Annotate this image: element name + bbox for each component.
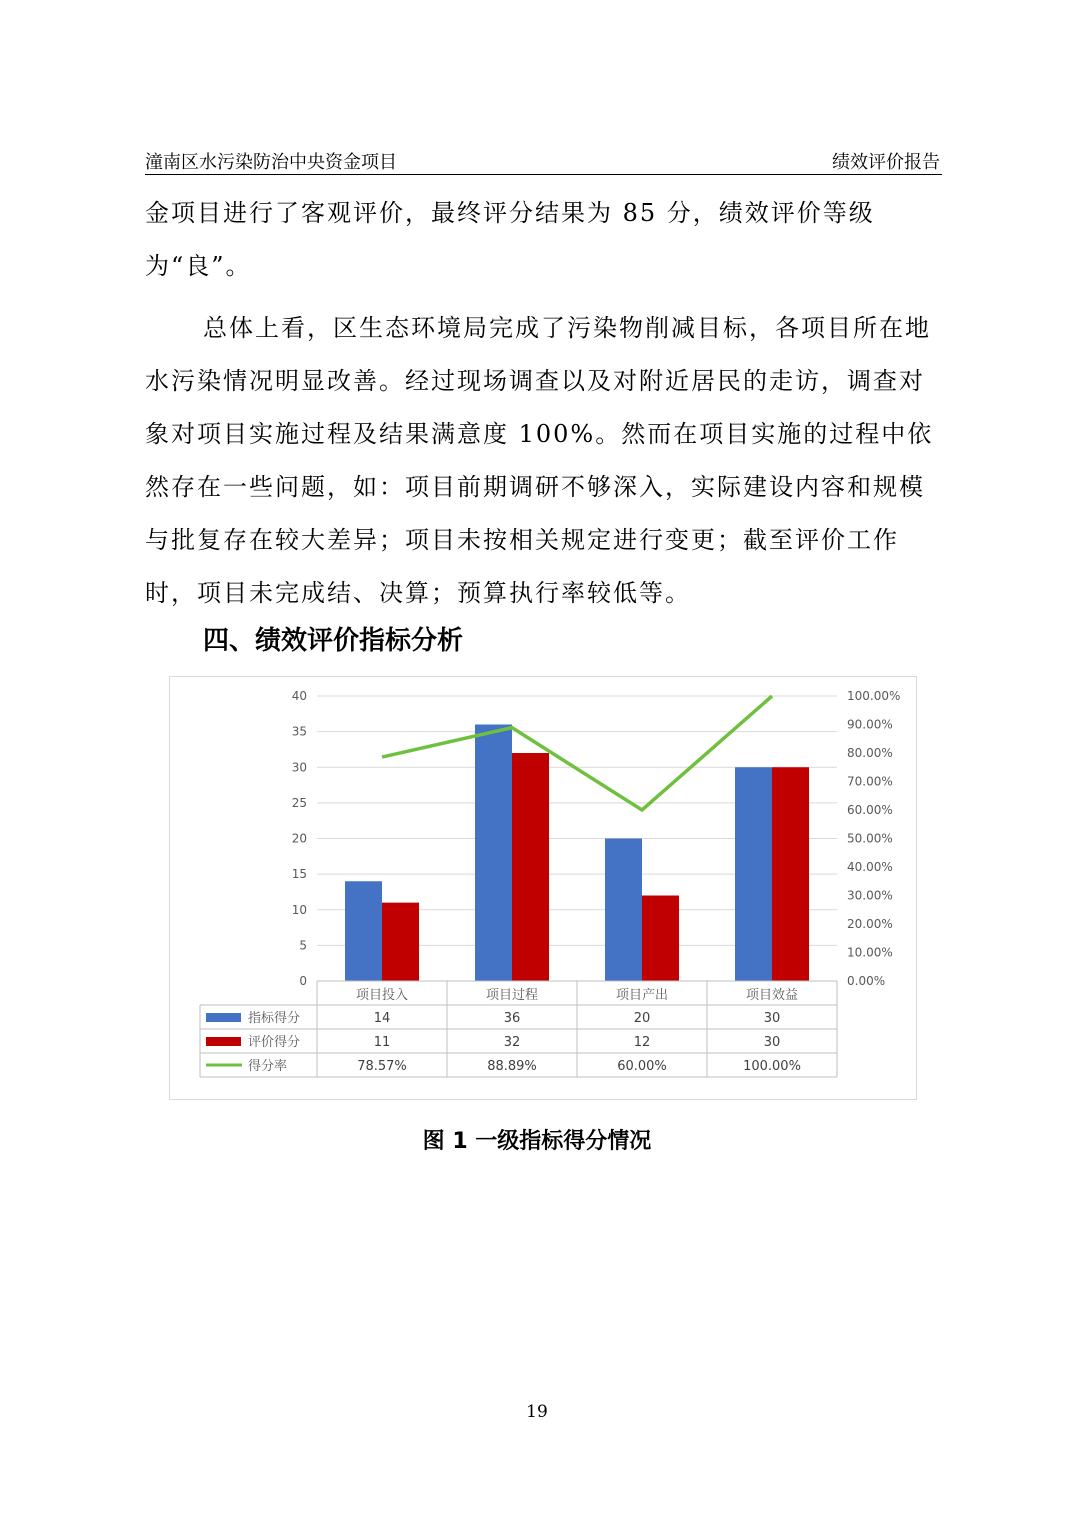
y-tick-label: 5 — [299, 938, 307, 953]
data-label: 30 — [763, 1011, 781, 1026]
x-category-label: 项目过程 — [485, 988, 539, 1003]
bar — [735, 767, 772, 981]
y-tick-label: 10 — [291, 902, 307, 917]
page-number: 19 — [526, 1402, 548, 1422]
data-label: 20 — [633, 1011, 651, 1026]
figure-caption: 图 1 一级指标得分情况 — [422, 1129, 652, 1154]
bar — [382, 903, 419, 981]
x-category-label: 项目投入 — [355, 988, 409, 1003]
header-report-title: 绩效评价报告 — [832, 152, 940, 173]
legend-swatch — [206, 1013, 241, 1022]
y2-tick-label: 20.00% — [847, 917, 893, 931]
x-category-label: 项目效益 — [745, 988, 799, 1003]
data-label: 78.57% — [357, 1059, 407, 1074]
bar — [475, 725, 512, 982]
legend-swatch — [206, 1037, 241, 1046]
data-label: 32 — [503, 1035, 521, 1050]
chart-canvas — [170, 677, 916, 1099]
y-tick-label: 40 — [291, 689, 307, 703]
bar — [345, 881, 382, 981]
y2-tick-label: 30.00% — [847, 888, 893, 903]
legend-label: 得分率 — [248, 1059, 288, 1074]
data-label: 60.00% — [617, 1059, 667, 1074]
header-project-title: 潼南区水污染防治中央资金项目 — [145, 152, 397, 173]
score-rate-line — [382, 696, 772, 810]
bar — [605, 839, 642, 982]
y2-tick-label: 70.00% — [847, 774, 893, 789]
y2-tick-label: 90.00% — [847, 717, 893, 732]
y2-tick-label: 10.00% — [847, 945, 893, 960]
score-chart — [169, 676, 917, 1100]
bar — [642, 896, 679, 982]
y2-tick-label: 0.00% — [847, 974, 886, 988]
y-tick-label: 30 — [291, 760, 307, 775]
section-heading: 四、绩效评价指标分析 — [203, 626, 464, 656]
data-label: 11 — [373, 1035, 391, 1050]
y-tick-label: 15 — [291, 867, 307, 882]
y2-tick-label: 100.00% — [847, 689, 901, 703]
data-label: 12 — [633, 1035, 651, 1050]
data-label: 100.00% — [743, 1059, 801, 1074]
y2-tick-label: 80.00% — [847, 746, 893, 760]
data-label: 88.89% — [487, 1059, 537, 1074]
paragraph-conclusion: 金项目进行了客观评价，最终评分结果为 85 分，绩效评价等级为“良”。 — [145, 199, 875, 280]
y2-tick-label: 60.00% — [847, 803, 893, 817]
y-tick-label: 25 — [291, 795, 307, 810]
y-tick-label: 20 — [291, 831, 307, 846]
data-label: 30 — [763, 1035, 781, 1050]
bar — [512, 753, 549, 981]
legend-label: 指标得分 — [248, 1011, 301, 1026]
legend-label: 评价得分 — [248, 1035, 301, 1050]
paragraph-overview: 总体上看，区生态环境局完成了污染物削减目标，各项目所在地水污染情况明显改善。经过现场调查以及对附近居民的走访，调查对象对项目实施过程及结果满意度 100%。然而在项目实施的过程中依然存在一些问题，如：项目前期调研不够深入，实际建设内容和规模与批复存在较大差异；项目未按相关规定进行变更；截至评价工作时，项目未完成结、决算；预算执行率较低等。 — [145, 314, 934, 607]
y-tick-label: 35 — [291, 724, 307, 739]
page-header — [145, 146, 942, 175]
x-category-label: 项目产出 — [615, 988, 669, 1003]
bar — [772, 767, 809, 981]
y2-tick-label: 50.00% — [847, 831, 893, 846]
y-tick-label: 0 — [299, 974, 307, 988]
data-label: 36 — [503, 1011, 521, 1026]
data-label: 14 — [373, 1011, 391, 1026]
y2-tick-label: 40.00% — [847, 860, 893, 874]
